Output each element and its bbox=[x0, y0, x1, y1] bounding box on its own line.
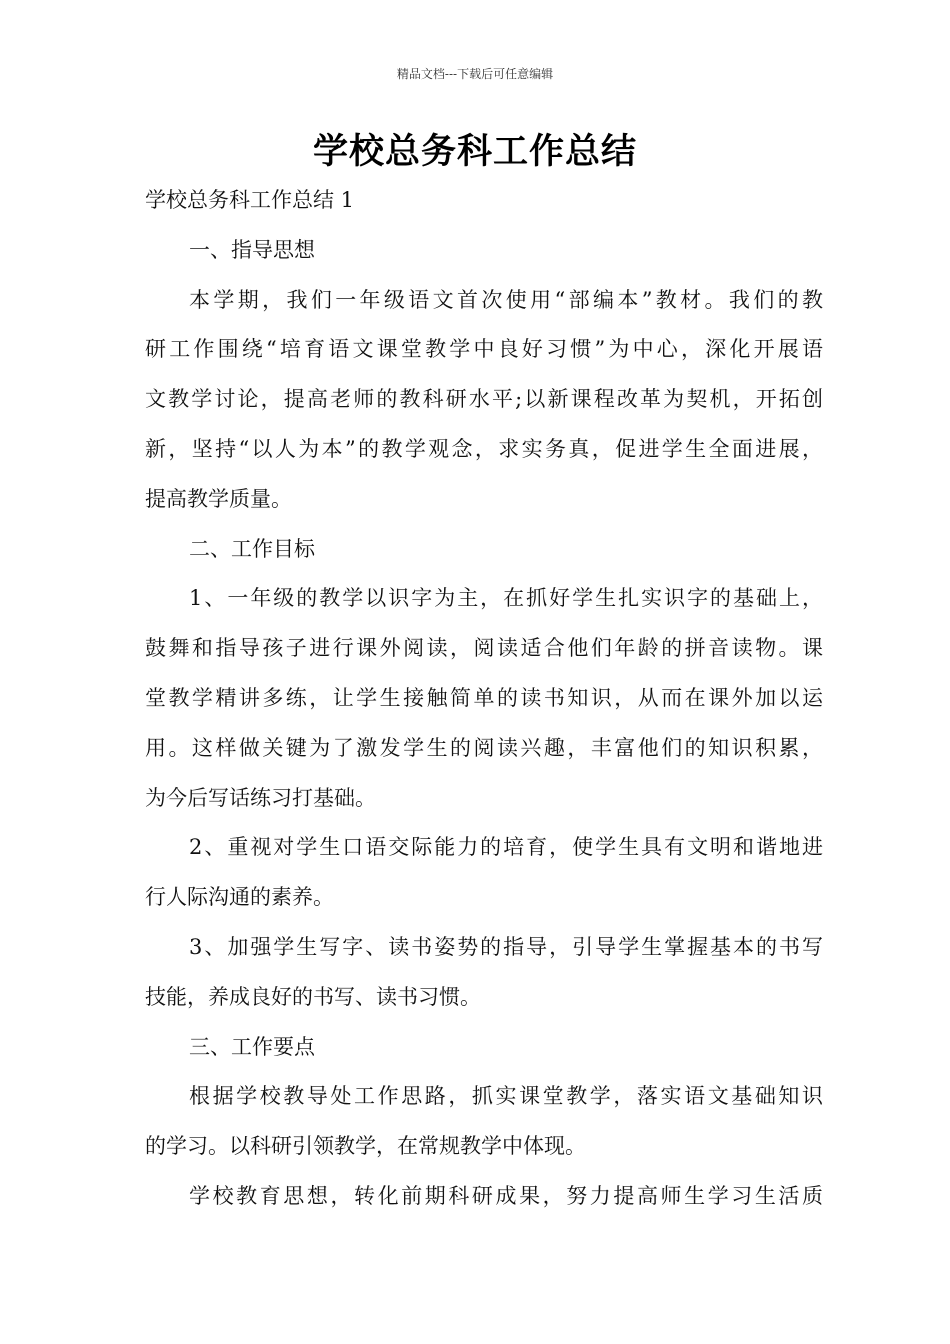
text-line: 学校教育思想，转化前期科研成果，努力提高师生学习生活质 bbox=[189, 1183, 823, 1208]
text-line: 研工作围绕“培育语文课堂教学中良好习惯”为中心，深化开展语 bbox=[145, 337, 823, 362]
text-line: 文教学讨论，提高老师的教科研水平;以新课程改革为契机，开拓创 bbox=[145, 387, 823, 412]
text-line: 的学习。以科研引领教学，在常规教学中体现。 bbox=[145, 1134, 586, 1159]
text-line: 技能，养成良好的书写、读书习惯。 bbox=[145, 984, 481, 1009]
text-line: 根据学校教导处工作思路，抓实课堂教学，落实语文基础知识 bbox=[189, 1084, 823, 1109]
text-line: 新，坚持“以人为本”的教学观念，求实务真，促进学生全面进展， bbox=[145, 436, 823, 461]
text-line: 本学期，我们一年级语文首次使用“部编本”教材。我们的教 bbox=[189, 287, 823, 312]
paragraph-lines bbox=[145, 226, 823, 1222]
text-line: 1、一年级的教学以识字为主，在抓好学生扎实识字的基础上， bbox=[189, 586, 823, 611]
text-line: 用。这样做关键为了激发学生的阅读兴趣，丰富他们的知识积累， bbox=[145, 735, 823, 760]
text-line: 堂教学精讲多练，让学生接触简单的读书知识，从而在课外加以运 bbox=[145, 685, 823, 710]
text-line: 3、加强学生写字、读书姿势的指导，引导学生掌握基本的书写 bbox=[189, 934, 823, 959]
text-line: 提高教学质量。 bbox=[145, 486, 292, 511]
document-body bbox=[145, 176, 823, 1222]
text-line: 一、指导思想 bbox=[189, 237, 315, 262]
text-line: 鼓舞和指导孩子进行课外阅读，阅读适合他们年龄的拼音读物。课 bbox=[145, 636, 823, 661]
document-title: 学校总务科工作总结 bbox=[312, 132, 637, 172]
text-line: 2、重视对学生口语交际能力的培育，使学生具有文明和谐地进 bbox=[189, 835, 823, 860]
page-header: 精品文档---下载后可任意编辑 bbox=[396, 67, 554, 81]
text-line: 为今后写话练习打基础。 bbox=[145, 785, 376, 810]
text-line: 行人际沟通的素养。 bbox=[145, 885, 334, 910]
document-subtitle: 学校总务科工作总结 1 bbox=[145, 188, 355, 212]
text-line: 三、工作要点 bbox=[189, 1034, 315, 1059]
text-line: 二、工作目标 bbox=[189, 536, 315, 561]
